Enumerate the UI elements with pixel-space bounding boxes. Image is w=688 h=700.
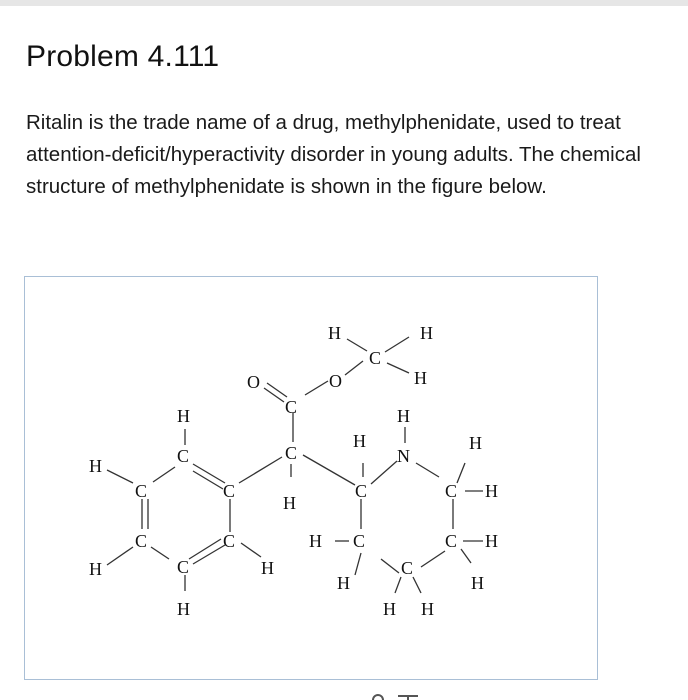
atom-c: C [285, 397, 298, 417]
problem-statement: Ritalin is the trade name of a drug, methylphenidate, used to treat attention-deficit/hyperactivity disorder in young adults. The chemical structure of methylphenidate is shown in the figure below. [26, 111, 641, 198]
atom-c: C [177, 557, 190, 577]
structure-figure [24, 276, 598, 680]
atom-c: C [223, 531, 236, 551]
atom-c: C [355, 481, 368, 501]
bond [413, 577, 421, 593]
bond [345, 361, 363, 375]
bond [264, 388, 284, 402]
atom-h: H [469, 433, 482, 453]
bond [107, 470, 133, 483]
atom-c: C [223, 481, 236, 501]
bond [153, 467, 175, 482]
atom-c: C [285, 443, 298, 463]
bond [387, 363, 409, 373]
bond [457, 463, 465, 483]
atom-c: C [445, 531, 458, 551]
atom-h: H [283, 493, 296, 513]
atom-h: H [261, 558, 274, 578]
bond [371, 461, 397, 484]
bond [355, 553, 361, 575]
atom-n: N [397, 446, 410, 466]
atom-h: H [485, 481, 498, 501]
bond [151, 547, 169, 559]
atom-h: H [328, 323, 341, 343]
bond [395, 577, 401, 593]
atom-labels [89, 323, 498, 619]
atom-h: H [414, 368, 427, 388]
bond [305, 381, 328, 395]
atom-h: H [337, 573, 350, 593]
bond [303, 455, 355, 485]
atom-c: C [401, 558, 414, 578]
atom-h: H [177, 599, 190, 619]
bond [239, 457, 282, 483]
bond [241, 543, 261, 557]
atom-c: C [135, 531, 148, 551]
atom-o-carbonyl: O [247, 372, 260, 392]
bond [189, 539, 221, 559]
atom-c: C [177, 446, 190, 466]
atom-h: H [177, 406, 190, 426]
bond [416, 463, 439, 477]
atom-h: H [485, 531, 498, 551]
atom-h: H [89, 456, 102, 476]
bond [347, 339, 367, 351]
bond [107, 547, 133, 565]
atom-h: H [420, 323, 433, 343]
atom-h: H [353, 431, 366, 451]
atom-h: H [89, 559, 102, 579]
atom-c: C [445, 481, 458, 501]
atom-h: H [397, 406, 410, 426]
cropped-icon [364, 690, 444, 700]
bond [385, 337, 409, 352]
bond [193, 471, 223, 489]
bond [421, 551, 445, 567]
page-title: Problem 4.111 [26, 40, 220, 73]
atom-h: H [309, 531, 322, 551]
atom-c: C [135, 481, 148, 501]
top-divider [0, 0, 688, 6]
atom-h: H [421, 599, 434, 619]
bond [193, 545, 225, 564]
bond [461, 549, 471, 563]
atom-c: C [353, 531, 366, 551]
methylphenidate-structure [25, 277, 599, 681]
atom-h: H [383, 599, 396, 619]
bond [381, 559, 399, 573]
atom-h: H [471, 573, 484, 593]
bond [267, 383, 287, 397]
atom-c: C [369, 348, 382, 368]
atom-o-ester: O [329, 371, 342, 391]
